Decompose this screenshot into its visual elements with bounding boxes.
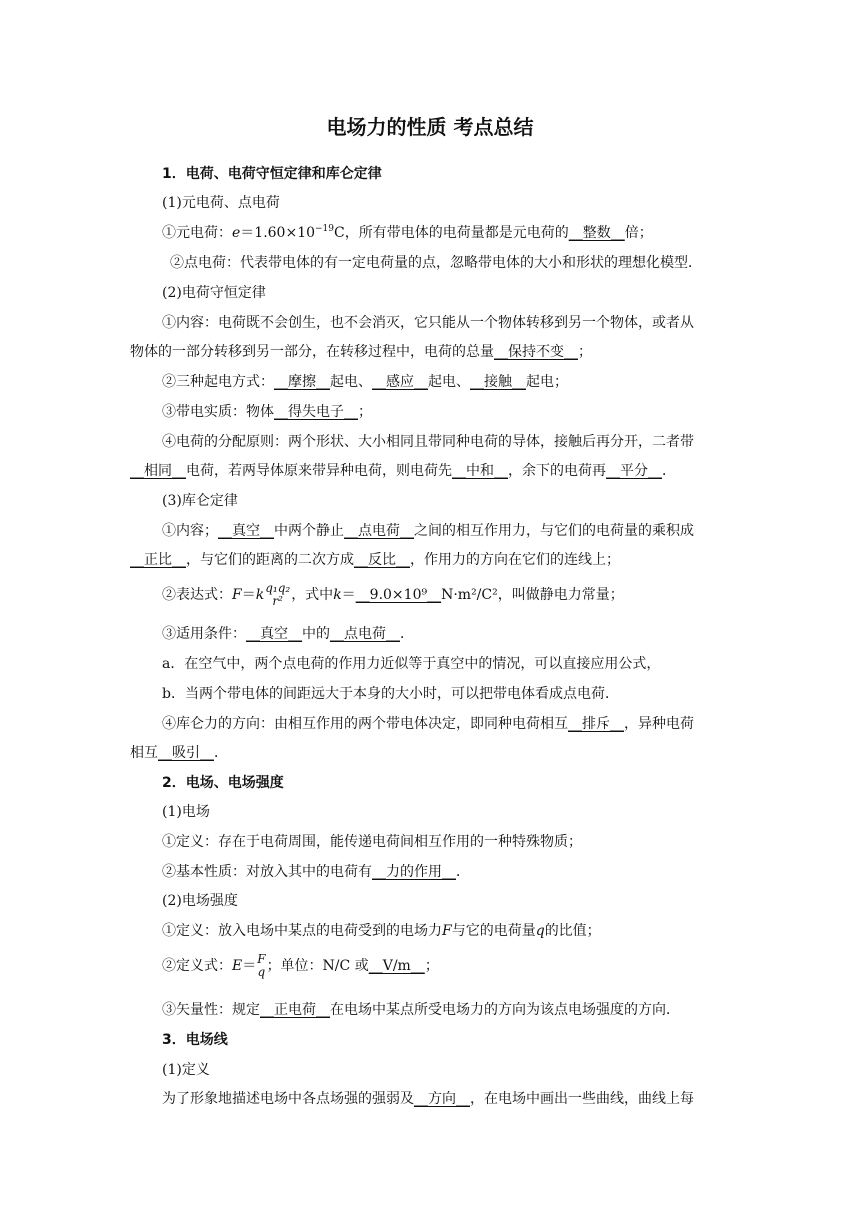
subsection-heading: (1)定义 — [162, 1062, 210, 1078]
paragraph-line: 相互__吸引__． — [130, 745, 228, 761]
section-heading-3: 3．电场线 — [162, 1032, 228, 1048]
paragraph-line: __相同__电荷，若两导体原来带异种电荷，则电荷先__中和__，余下的电荷再__平分__． — [130, 463, 676, 479]
answer-blank: __相同__ — [130, 463, 186, 479]
answer-blank: __保持不变__ — [494, 344, 578, 360]
answer-blank: __点电荷__ — [330, 626, 400, 642]
subsection-heading: (3)库仑定律 — [162, 493, 238, 509]
answer-blank: __平分__ — [606, 463, 662, 479]
paragraph-line: ①内容；__真空__中两个静止__点电荷__之间的相互作用力，与它们的电荷量的乘积成 — [162, 523, 694, 539]
answer-blank: __整数__ — [568, 225, 625, 241]
subsection-heading: (1)电场 — [162, 804, 210, 820]
answer-blank: __方向__ — [414, 1091, 470, 1107]
answer-blank: __吸引__ — [158, 745, 214, 761]
coulomb-fraction: q₁q₂ r² — [265, 581, 291, 608]
formula-line: ②定义式：E＝ F q ；单位：N/C 或__V/m__； — [162, 952, 439, 979]
answer-blank: __接触__ — [470, 374, 526, 390]
answer-blank: __力的作用__ — [372, 864, 456, 880]
section-heading-2: 2．电场、电场强度 — [162, 775, 284, 791]
paragraph-line: b．当两个带电体的间距远大于本身的大小时，可以把带电体看成点电荷． — [162, 686, 619, 702]
answer-blank: __点电荷__ — [344, 523, 414, 539]
answer-blank: __V/m__ — [368, 958, 425, 974]
paragraph-line: __正比__，与它们的距离的二次方成__反比__，作用力的方向在它们的连线上； — [130, 552, 620, 568]
answer-blank: __排斥__ — [568, 716, 624, 732]
paragraph-line: ②点电荷：代表带电体的有一定电荷量的点，忽略带电体的大小和形状的理想化模型． — [170, 255, 702, 271]
paragraph-line: ②三种起电方式：__摩擦__起电、__感应__起电、__接触__起电； — [162, 374, 568, 390]
answer-blank: __摩擦__ — [274, 374, 330, 390]
subsection-heading: (1)元电荷、点电荷 — [162, 195, 280, 211]
paragraph-line: ①元电荷：$e=1.60\times 10^{-19}C$，所有带电体的电荷量都是元电荷的__整数__倍； — [162, 224, 653, 241]
paragraph-line: 为了形象地描述电场中各点场强的强弱及__方向__，在电场中画出一些曲线，曲线上每 — [162, 1091, 694, 1107]
answer-blank: __真空__ — [218, 523, 274, 539]
section-heading-1: 1．电荷、电荷守恒定律和库仑定律 — [162, 166, 382, 182]
formula-line: ②表达式：F＝k q₁q₂ r² ，式中k＝__9.0×10⁹__N·m²/C²，叫做静电力常量； — [162, 581, 624, 608]
paragraph-line: ③适用条件：__真空__中的__点电荷__． — [162, 626, 414, 642]
paragraph-line: ①内容：电荷既不会创生，也不会消灭，它只能从一个物体转移到另一个物体，或者从 — [162, 315, 694, 331]
page-title: 电场力的性质 考点总结 — [326, 115, 534, 139]
answer-blank: __9.0×10⁹__ — [355, 587, 442, 603]
answer-blank: __反比__ — [354, 552, 410, 568]
paragraph-line: ③矢量性：规定__正电荷__在电场中某点所受电场力的方向为该点电场强度的方向． — [162, 1002, 680, 1018]
answer-blank: __正比__ — [130, 552, 186, 568]
paragraph-line: ④电荷的分配原则：两个形状、大小相同且带同种电荷的导体，接触后再分开，二者带 — [162, 434, 694, 450]
paragraph-line: 物体的一部分转移到另一部分，在转移过程中，电荷的总量__保持不变__； — [130, 344, 592, 360]
paragraph-line: ③带电实质：物体__得失电子__； — [162, 404, 372, 420]
paragraph-line: ④库仑力的方向：由相互作用的两个带电体决定，即同种电荷相互__排斥__，异种电荷 — [162, 716, 694, 732]
answer-blank: __感应__ — [372, 374, 428, 390]
field-fraction: F q — [257, 952, 266, 979]
paragraph-line: a．在空气中，两个点电荷的作用力近似等于真空中的情况，可以直接应用公式， — [162, 656, 661, 672]
answer-blank: __真空__ — [246, 626, 302, 642]
answer-blank: __正电荷__ — [260, 1002, 330, 1018]
paragraph-line: ①定义：放入电场中某点的电荷受到的电场力F与它的电荷量q的比值； — [162, 923, 601, 939]
subsection-heading: (2)电场强度 — [162, 893, 238, 909]
answer-blank: __中和__ — [452, 463, 508, 479]
paragraph-line: ①定义：存在于电荷周围，能传递电荷间相互作用的一种特殊物质； — [162, 834, 582, 850]
answer-blank: __得失电子__ — [274, 404, 358, 420]
paragraph-line: ②基本性质：对放入其中的电荷有__力的作用__． — [162, 864, 470, 880]
subsection-heading: (2)电荷守恒定律 — [162, 285, 266, 301]
